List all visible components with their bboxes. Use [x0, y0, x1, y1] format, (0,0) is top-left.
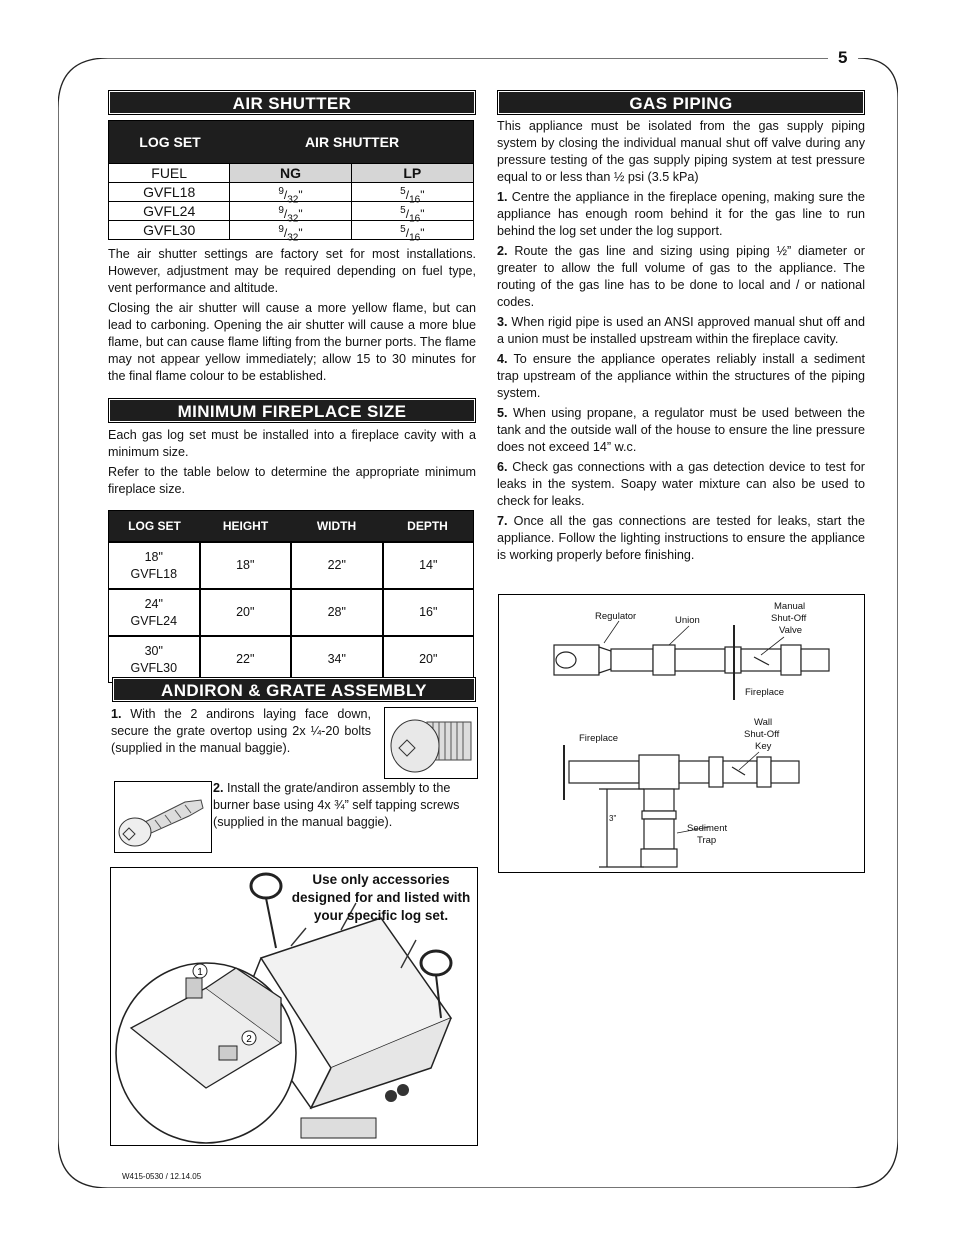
log-set-cell: 24" GVFL24	[109, 590, 201, 635]
col-header: WIDTH	[316, 519, 357, 533]
document-code: W415-0530 / 12.14.05	[122, 1172, 202, 1181]
width-cell: 28"	[292, 590, 384, 635]
width-cell: 22"	[292, 543, 384, 588]
andiron-heading: ANDIRON & GRATE ASSEMBLY	[112, 677, 476, 702]
gas-piping-diagram	[498, 594, 865, 873]
andiron-step-2: 2. Install the grate/andiron assembly to the burner base using 4x ¾” self tapping screws (supplied in the manual baggie).	[213, 781, 460, 829]
air-shutter-text	[108, 246, 476, 385]
lp-label: LP	[352, 164, 473, 182]
table-row	[109, 541, 473, 588]
col-header: DEPTH	[407, 519, 448, 533]
ng-label: NG	[230, 164, 351, 182]
min-fireplace-text	[108, 427, 476, 498]
step-paragraph: 4. To ensure the appliance operates reliably install a sediment trap upstream of the appliance within the structures of the piping system.	[497, 352, 865, 400]
step-paragraph: 7. Once all the gas connections are tested for leaks, start the appliance. Follow the lighting instructions to ensure the appliance is working properly before finishing.	[497, 514, 865, 562]
ng-cell: $^9/_{32}$"	[230, 183, 351, 201]
label-key: Key	[755, 741, 772, 752]
fuel-label: FUEL	[109, 164, 230, 182]
air-shutter-table	[108, 120, 474, 244]
width-cell: 34"	[292, 637, 384, 682]
label-trap: Trap	[697, 835, 717, 846]
col-log-set: LOG SET	[139, 134, 201, 150]
label-valve: Valve	[779, 625, 803, 636]
depth-cell: 16"	[419, 605, 438, 619]
lp-cell: $^5/_{16}$"	[400, 186, 425, 206]
label-fireplace-upper: Fireplace	[745, 687, 785, 698]
table-row	[109, 182, 473, 206]
label-wall-shutoff: Shut-Off	[744, 729, 780, 740]
gas-piping-text	[497, 118, 865, 564]
depth-cell: 14"	[419, 558, 438, 572]
air-shutter-heading: AIR SHUTTER	[108, 90, 476, 115]
gas-piping-heading: GAS PIPING	[497, 90, 865, 115]
andiron-step-1: 1. With the 2 andirons laying face down, secure the grate overtop using 2x ¼-20 bolts (supplied in the manual baggie).	[111, 707, 372, 755]
log-set-cell: 30" GVFL30	[109, 637, 201, 682]
page-number: 5	[838, 48, 848, 67]
min-size-table	[108, 510, 474, 683]
table-row	[109, 220, 473, 244]
height-cell: 18"	[201, 543, 293, 588]
left-column	[108, 90, 476, 683]
right-column	[497, 90, 865, 567]
label-sediment: Sediment	[687, 823, 728, 834]
label-union: Union	[675, 615, 700, 626]
paragraph: The air shutter settings are factory set for most installations. However, adjustment may be required depending on fuel type, vent performance and altitude.	[108, 247, 476, 295]
model-cell: GVFL24	[109, 202, 230, 220]
ng-cell: $^9/_{32}$"	[230, 202, 351, 220]
callout-1: 1	[197, 967, 203, 978]
label-manual: Manual	[774, 601, 806, 612]
col-header: HEIGHT	[222, 519, 269, 533]
step-paragraph: 1. Centre the appliance in the fireplace opening, making sure the appliance has enough room behind it for the gas line to run behind the log set under the log support.	[497, 190, 865, 238]
paragraph: Refer to the table below to determine the appropriate minimum fireplace size.	[108, 465, 476, 496]
label-shutoff: Shut-Off	[771, 613, 807, 624]
paragraph: This appliance must be isolated from the gas supply piping system by closing the individual manual shut off valve during any pressure testing of the gas supply piping system at test pressure equal to or less than ½ psi (3.5 kPa)	[497, 119, 865, 184]
table-row	[109, 588, 473, 635]
screw-image	[114, 781, 212, 853]
col-header: LOG SET	[128, 519, 181, 533]
callout-2: 2	[246, 1034, 252, 1045]
label-fireplace-lower: Fireplace	[579, 733, 619, 744]
ng-cell: $^9/_{32}$"	[230, 221, 351, 239]
log-set-cell: 18" GVFL18	[109, 543, 201, 588]
step-paragraph: 2. Route the gas line and sizing using piping ½” diameter or greater to allow the full volume of gas to the appliance. The routing of the gas line has to be done to local and / or national codes.	[497, 244, 865, 309]
depth-cell: 20"	[419, 652, 438, 666]
label-regulator: Regulator	[595, 611, 637, 622]
accessories-note: Use only accessories designed for and listed with your specific log set.	[291, 872, 471, 923]
height-cell: 22"	[201, 637, 293, 682]
table-row	[109, 201, 473, 225]
height-cell: 20"	[201, 590, 293, 635]
model-cell: GVFL30	[109, 221, 230, 239]
min-fireplace-heading: MINIMUM FIREPLACE SIZE	[108, 398, 476, 423]
col-air-shutter: AIR SHUTTER	[304, 134, 400, 150]
step-paragraph: 5. When using propane, a regulator must be used between the tank and the outside wall of the house to ensure the line pressure does not exceed 14” w.c.	[497, 406, 865, 454]
paragraph: Each gas log set must be installed into a fireplace cavity with a minimum size.	[108, 428, 476, 459]
lp-cell: $^5/_{16}$"	[400, 205, 425, 225]
bolt-image	[384, 707, 478, 779]
table-row	[109, 635, 473, 682]
lp-cell: $^5/_{16}$"	[400, 224, 425, 244]
step-paragraph: 6. Check gas connections with a gas detection device to test for leaks in the system. Soapy water mixture can also be used to check for leaks.	[497, 460, 865, 508]
fuel-row	[109, 163, 473, 182]
label-wall: Wall	[754, 717, 773, 728]
label-dimension: 3"	[609, 814, 617, 823]
step-paragraph: 3. When rigid pipe is used an ANSI approved manual shut off and a union must be installed upstream within the fireplace cavity.	[497, 315, 866, 346]
model-cell: GVFL18	[109, 183, 230, 201]
paragraph: Closing the air shutter will cause a more yellow flame, but can lead to carboning. Opening the air shutter will cause a more blue flame, but can cause flame lifting from the burner ports. The flame may not appear yellow immediately; allow 15 to 30 minutes for the final flame colour to be established.	[108, 301, 476, 383]
